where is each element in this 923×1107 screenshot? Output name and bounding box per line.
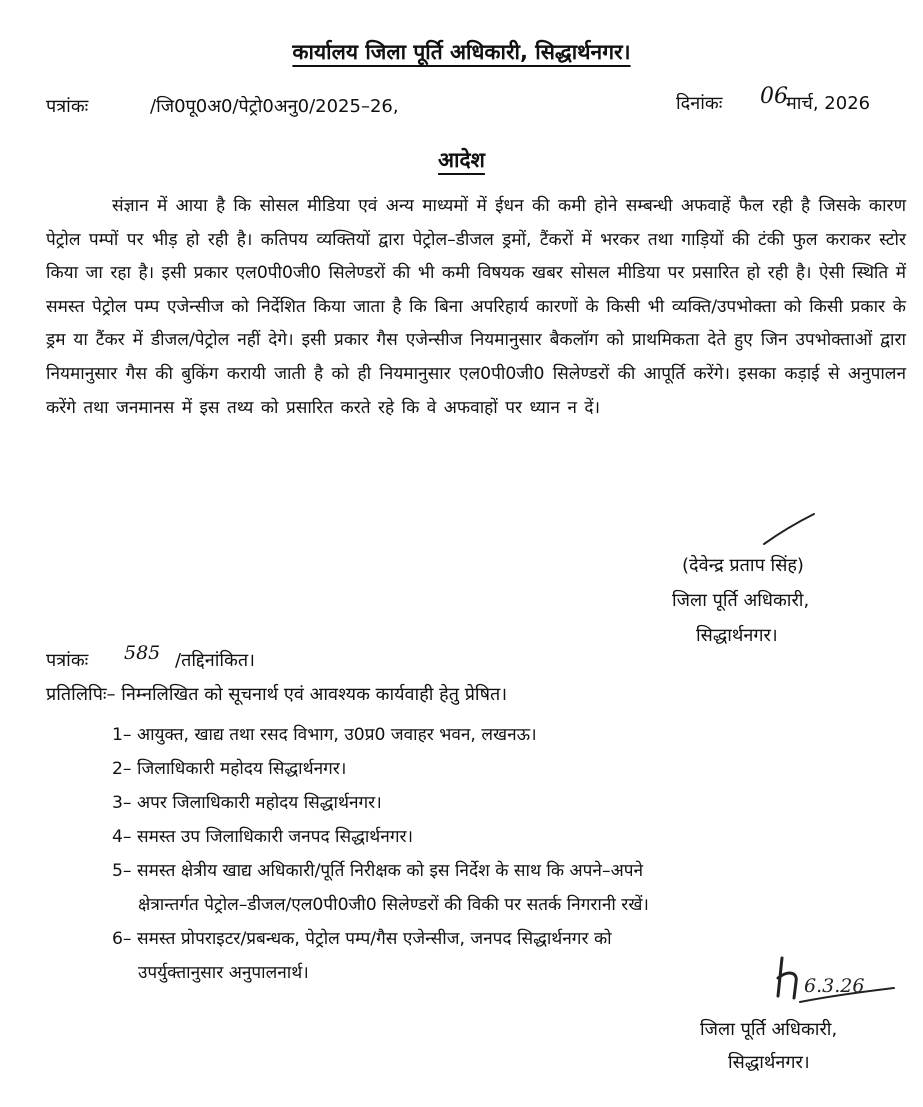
recipient-item: 1– आयुक्त, खाद्य तथा रसद विभाग, उ0प्र0 जवाहर भवन, लखनऊ। (112, 725, 537, 745)
recipient-item-continuation: उपर्युक्तानुसार अनुपालनार्थ। (138, 963, 309, 983)
recipient-item: 5– समस्त क्षेत्रीय खाद्य अधिकारी/पूर्ति निरीक्षक को इस निर्देश के साथ कि अपने–अपने (112, 861, 644, 881)
order-heading-text: आदेश (438, 148, 485, 172)
signatory-place: सिद्धार्थनगर। (696, 625, 778, 646)
endorsement-suffix: /तद्दिनांकित। (175, 650, 255, 671)
reference-label: पत्रांकः (46, 96, 89, 117)
date-month-year: मार्च, 2026 (786, 93, 871, 114)
closing-signature (700, 1013, 837, 1079)
recipient-item-continuation: क्षेत्रान्तर्गत पेट्रोल–डीजल/एल0पी0जी0 सिलेण्डरों की विकी पर सतर्क निगरानी रखें। (138, 895, 649, 915)
signatory-designation: जिला पूर्ति अधिकारी, (672, 590, 810, 611)
reference-number: /जि0पू0अ0/पेट्रो0अनु0/2025–26, (150, 96, 399, 117)
date-label: दिनांकः (676, 93, 723, 114)
recipient-item: 4– समस्त उप जिलाधिकारी जनपद सिद्धार्थनगर। (112, 827, 414, 847)
handwritten-date: 6.3.26 (804, 975, 865, 997)
date-day-handwritten: 06 (760, 84, 788, 109)
endorsement-number-handwritten: 585 (124, 642, 161, 664)
office-title (0, 38, 923, 66)
recipient-item: 2– जिलाधिकारी महोदय सिद्धार्थनगर। (112, 759, 347, 779)
order-heading (0, 146, 923, 174)
order-body: संज्ञान में आया है कि सोसल मीडिया एवं अन्य माध्यमों में ईधन की कमी होने सम्बन्धी अफवाहें फैल रही है जिसके कारण पेट्रोल पम्पों पर भीड़ हो रही है। कतिपय व्यक्तियों द्वारा पेट्रोल–डीजल ड्रमों, टैंकरों में भरकर तथा गाड़ियों की टंकी फुल कराकर स्टोर किया जा रहा है। इसी प्रकार एल0पी0जी0 सिलेण्डरों की भी कमी विषयक खबर सोसल मीडिया पर प्रसारित हो रही है। ऐसी स्थिति में समस्त पेट्रोल पम्प एजेन्सीज को निर्देशित किया जाता है कि बिना अपरिहार्य कारणों के किसी भी व्यक्ति/उपभोक्ता को किसी प्रकार के ड्रम या टैंकर में डीजल/पेट्रोल नहीं देगे। इसी प्रकार गैस एजेन्सीज नियमानुसार बैकलॉग को प्राथमिकता देते हुए जिन उपभोक्ताओं द्वारा नियमानुसार गैस की बुकिंग करायी जाती है को ही नियमानुसार एल0पी0जी0 सिलेण्डरों की आपूर्ति करेंगे। इसका कड़ाई से अनुपालन करेंगे तथा जनमानस में इस तथ्य को प्रसारित करते रहे कि वे अफवाहों पर ध्यान न दें। (46, 196, 906, 418)
recipient-list (112, 718, 912, 990)
closing-designation: जिला पूर्ति अधिकारी, (700, 1019, 838, 1040)
signature-mark (760, 510, 820, 550)
handwritten-initials (770, 952, 900, 1012)
signatory-name: (देवेन्द्र प्रताप सिंह) (682, 555, 804, 576)
copy-to-line: प्रतिलिपिः– निम्नलिखित को सूचनार्थ एवं आवश्यक कार्यवाही हेतु प्रेषित। (46, 684, 508, 705)
signature-block (612, 548, 912, 653)
recipient-item: 3– अपर जिलाधिकारी महोदय सिद्धार्थनगर। (112, 793, 382, 813)
office-title-text: कार्यालय जिला पूर्ति अधिकारी, सिद्धार्थनगर। (292, 40, 631, 64)
recipient-item: 6– समस्त प्रोपराइटर/प्रबन्धक, पेट्रोल पम्प/गैस एजेन्सीज, जनपद सिद्धार्थनगर को (112, 929, 612, 949)
closing-place: सिद्धार्थनगर। (728, 1052, 810, 1073)
endorsement-label: पत्रांकः (46, 650, 89, 671)
